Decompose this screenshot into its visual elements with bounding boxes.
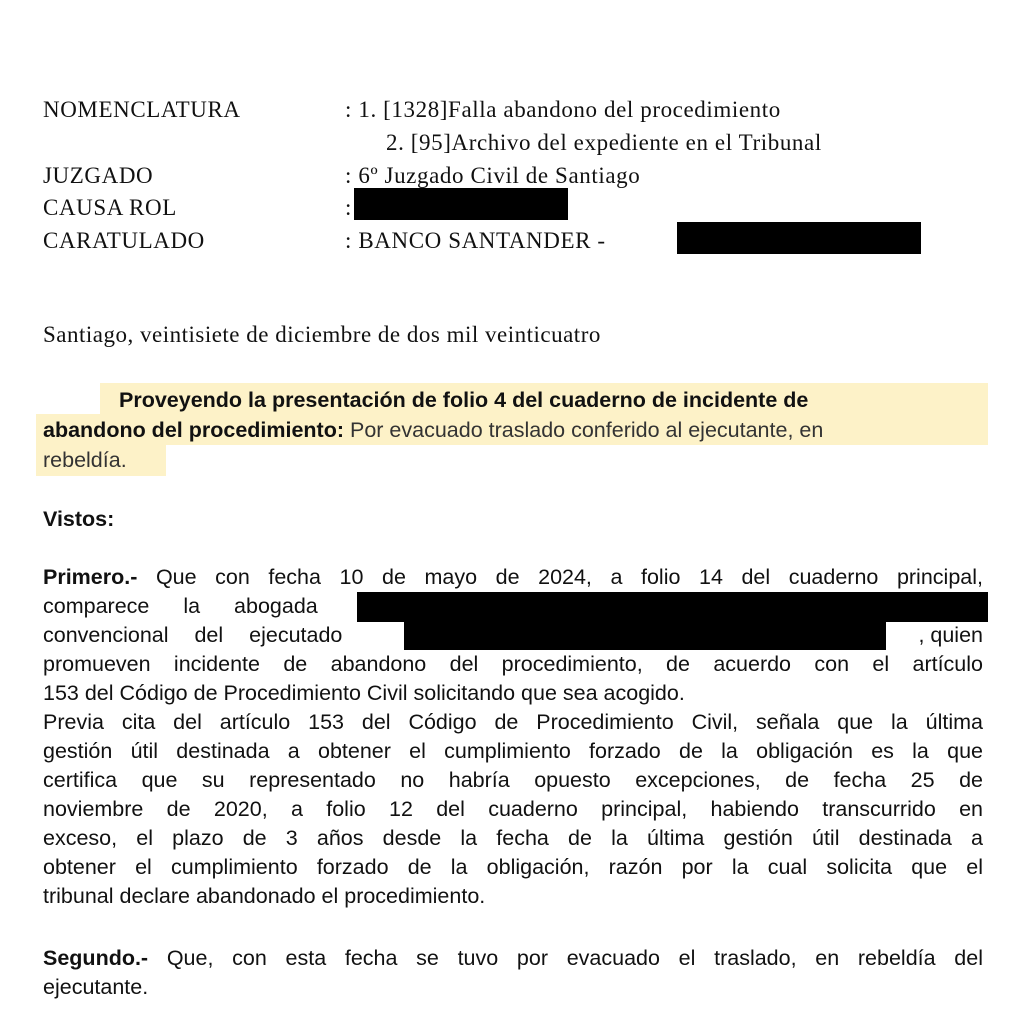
primero-line-8: certifica que su representado no habría opuesto excepciones, de fecha 25 de [43, 768, 983, 792]
primero-line-5: 153 del Código de Procedimiento Civil solicitando que sea acogido. [43, 681, 685, 705]
causa-rol-label: CAUSA ROL [43, 195, 177, 220]
primero-line-1: Primero.- Que con fecha 10 de mayo de 2024, a folio 14 del cuaderno principal, [43, 565, 983, 589]
primero-line-11: obtener el cumplimiento forzado de la obligación, razón por la cual solicita que el [43, 855, 983, 879]
caratulado-label: CARATULADO [43, 228, 205, 253]
proveyendo-bold-2: abandono del procedimiento: [43, 418, 345, 442]
primero-line-4: promueven incidente de abandono del procedimiento, de acuerdo con el artículo [43, 652, 983, 676]
proveyendo-rest-2: Por evacuado traslado conferido al ejecutante, en [344, 418, 824, 442]
segundo-line-2: ejecutante. [43, 975, 149, 999]
nomenclatura-label: NOMENCLATURA [43, 97, 241, 122]
primero-line-12: tribunal declare abandonado el procedimiento. [43, 884, 486, 908]
primero-line-2: comparece la abogada [43, 594, 318, 618]
redaction-ejecutado [404, 622, 886, 650]
date-line: Santiago, veintisiete de diciembre de dos mil veinticuatro [43, 322, 601, 347]
segundo-label: Segundo.- [43, 946, 149, 970]
primero-line-7: gestión útil destinada a obtener el cumplimiento forzado de la obligación es la que [43, 739, 983, 763]
redaction-abogada [357, 592, 988, 622]
redaction-caratulado [677, 222, 921, 254]
proveyendo-line-2 [43, 416, 983, 445]
primero-label: Primero.- [43, 565, 138, 589]
segundo-line-1: Segundo.- Que, con esta fecha se tuvo por evacuado el traslado, en rebeldía del [43, 946, 983, 970]
vistos-heading: Vistos: [43, 507, 115, 531]
proveyendo-line-1 [119, 386, 983, 415]
nomenclatura-item-1: : 1. [1328]Falla abandono del procedimiento [345, 97, 781, 122]
primero-line-9: noviembre de 2020, a folio 12 del cuaderno principal, habiendo transcurrido en [43, 797, 983, 821]
proveyendo-line-3: rebeldía. [43, 448, 127, 472]
primero-line-3b: , quien [918, 623, 983, 647]
juzgado-value: : 6º Juzgado Civil de Santiago [345, 163, 641, 188]
primero-line-10: exceso, el plazo de 3 años desde la fecha de la última gestión útil destinada a [43, 826, 983, 850]
caratulado-value: : BANCO SANTANDER - [345, 228, 606, 253]
causa-rol-value: : [345, 195, 352, 220]
primero-line-3a: convencional del ejecutado [43, 623, 343, 647]
juzgado-label: JUZGADO [43, 163, 154, 188]
nomenclatura-item-2: 2. [95]Archivo del expediente en el Tribunal [386, 130, 822, 155]
proveyendo-bold-1: Proveyendo la presentación de folio 4 del cuaderno de incidente de [119, 388, 809, 412]
redaction-causa-rol [354, 188, 568, 220]
primero-line-6: Previa cita del artículo 153 del Código de Procedimiento Civil, señala que la última [43, 710, 983, 734]
